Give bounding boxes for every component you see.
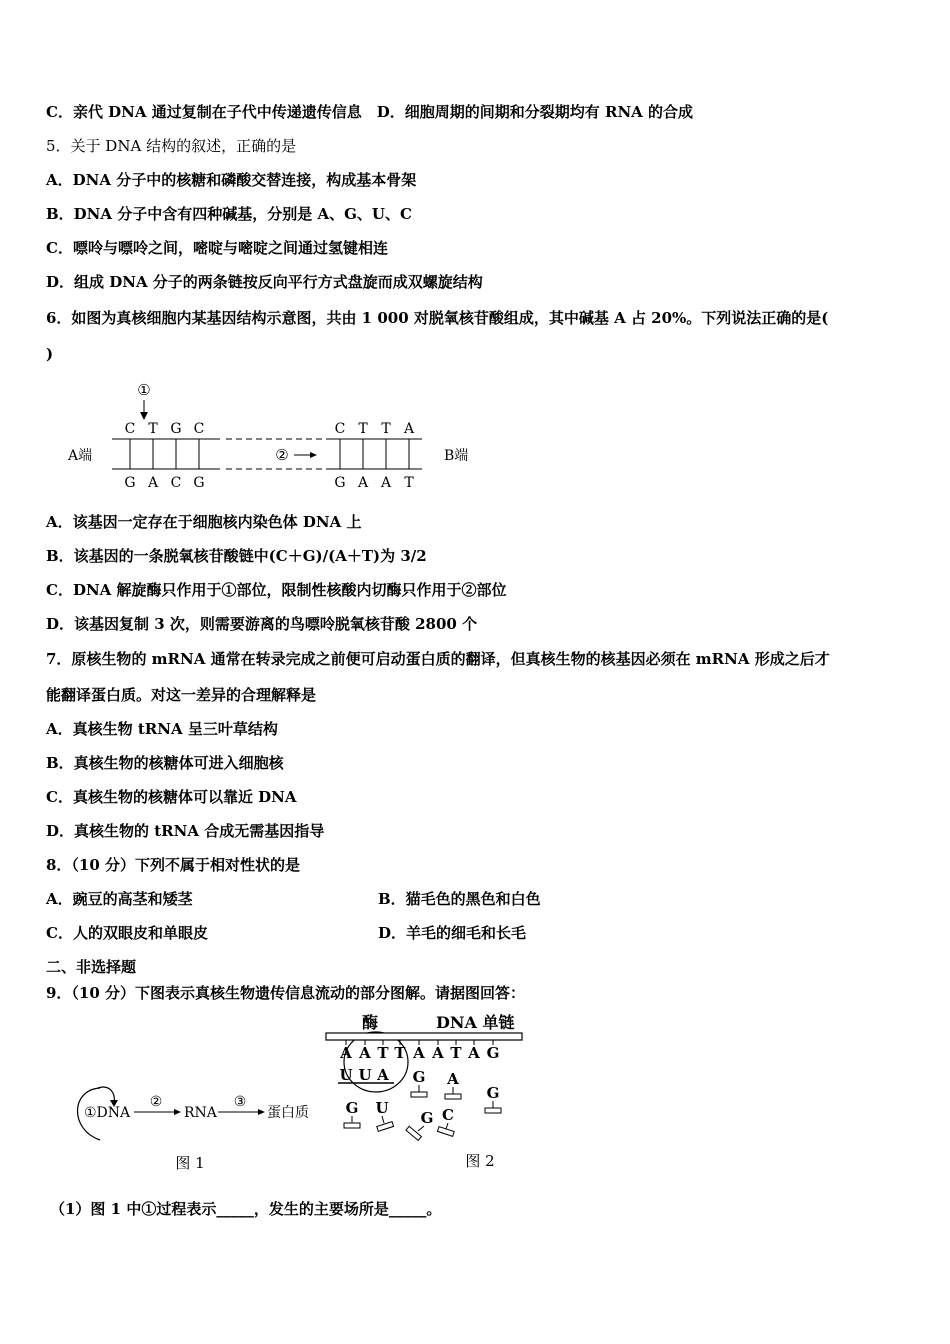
q8-option-d: D．羊毛的细毛和长毛 [378, 924, 527, 942]
figure-1-central-dogma [70, 1074, 330, 1178]
q5-stem [46, 136, 296, 156]
q8-option-b: B．猫毛色的黑色和白色 [378, 890, 541, 908]
base: U [375, 1099, 389, 1117]
section-heading: 二、非选择题 [46, 958, 137, 976]
base: C [334, 421, 346, 437]
base: C [193, 421, 205, 437]
figure-2-caption: 图 2 [465, 1152, 495, 1170]
q9-stem: 9．（10 分）下图表示真核生物遗传信息流动的部分图解。请据图回答： [46, 984, 526, 1002]
base: A [357, 475, 369, 491]
q7-option-c: C．真核生物的核糖体可以靠近 DNA [46, 788, 297, 806]
base: G [486, 1084, 500, 1102]
q7-option-a: A．真核生物 tRNA 呈三叶草结构 [46, 720, 278, 738]
q5-option-c: C．嘌呤与嘌呤之间，嘧啶与嘧啶之间通过氢键相连 [46, 239, 388, 257]
base: A [147, 475, 159, 491]
enzyme-label: 酶 [362, 1013, 379, 1032]
base: G [420, 1109, 434, 1127]
base: C [124, 421, 136, 437]
base: T [404, 475, 414, 491]
gene-structure-figure [60, 376, 500, 494]
base: G [170, 421, 182, 437]
q8-option-c: C．人的双眼皮和单眼皮 [46, 924, 208, 942]
base: G [124, 475, 136, 491]
base: G [193, 475, 205, 491]
bottom-right-bases [334, 475, 414, 491]
q5-stem-text: 5．关于 DNA 结构的叙述，正确的是 [46, 137, 297, 155]
base: T [450, 1044, 462, 1062]
step-2-label: ② [149, 1094, 163, 1110]
q4-options-cd: C．亲代 DNA 通过复制在子代中传递遗传信息 D．细胞周期的间期和分裂期均有 RNA 的合成 [46, 103, 694, 121]
q6-stem-line1: 6．如图为真核细胞内某基因结构示意图，共由 1 000 对脱氧核苷酸组成，其中碱基 A 占 20%。下列说法正确的是( [46, 309, 829, 327]
q9-subquestion-1: （1）图 1 中①过程表示_____，发生的主要场所是_____。 [50, 1200, 442, 1218]
q6-stem-line2: ) [46, 345, 54, 363]
q7-option-b: B．真核生物的核糖体可进入细胞核 [46, 754, 284, 772]
base: A [380, 475, 392, 491]
base: C [442, 1106, 454, 1124]
q8-option-a: A．豌豆的高茎和矮茎 [46, 890, 193, 908]
rna-label: RNA [184, 1105, 217, 1121]
bottom-left-bases [124, 475, 204, 491]
marker-1: ① [137, 381, 151, 399]
figure-1-caption: 图 1 [175, 1154, 205, 1172]
q8-stem: 8．（10 分）下列不属于相对性状的是 [46, 856, 301, 874]
base: G [486, 1044, 500, 1062]
q5-option-a: A．DNA 分子中的核糖和磷酸交替连接，构成基本骨架 [46, 171, 417, 189]
top-left-bases [125, 421, 205, 437]
base: A [447, 1070, 459, 1088]
base: A [377, 1066, 389, 1084]
protein-label: 蛋白质 [267, 1105, 309, 1121]
base: T [148, 421, 158, 437]
base: A [340, 1044, 352, 1062]
base: T [394, 1044, 406, 1062]
base: C [170, 475, 182, 491]
base: T [377, 1044, 389, 1062]
q6-option-d: D．该基因复制 3 次，则需要游离的鸟嘌呤脱氧核苷酸 2800 个 [46, 615, 478, 633]
base: A [432, 1044, 444, 1062]
base: A [468, 1044, 480, 1062]
q7-stem-line2: 能翻译蛋白质。对这一差异的合理解释是 [46, 686, 317, 704]
q5-option-b: B．DNA 分子中含有四种碱基，分别是 A、G、U、C [46, 205, 412, 223]
top-right-bases [335, 421, 415, 437]
q7-stem-line1: 7．原核生物的 mRNA 通常在转录完成之前便可启动蛋白质的翻译，但真核生物的核基因必须在 mRNA 形成之后才 [46, 650, 830, 668]
base: T [358, 421, 368, 437]
q5-option-d: D．组成 DNA 分子的两条链按反向平行方式盘旋而成双螺旋结构 [46, 273, 483, 291]
base: U [358, 1066, 372, 1084]
figure-2-transcription [320, 1010, 540, 1178]
end-a-label: A端 [68, 448, 93, 464]
paired-rna-bases [339, 1066, 389, 1084]
base: G [412, 1068, 426, 1086]
base: A [403, 421, 415, 437]
base: T [381, 421, 391, 437]
q6-option-b: B．该基因的一条脱氧核苷酸链中(C＋G)/(A＋T)为 3/2 [46, 547, 427, 565]
q6-option-c: C．DNA 解旋酶只作用于①部位，限制性核酸内切酶只作用于②部位 [46, 581, 507, 599]
q7-option-d: D．真核生物的 tRNA 合成无需基因指导 [46, 822, 325, 840]
template-bases [339, 1044, 499, 1062]
base: G [345, 1099, 359, 1117]
marker-2: ② [275, 446, 289, 464]
base: U [339, 1066, 353, 1084]
dna-label: ①DNA [84, 1105, 131, 1121]
dna-strand-label: DNA 单链 [436, 1013, 515, 1032]
end-b-label: B端 [444, 448, 469, 464]
base: A [359, 1044, 371, 1062]
base: G [334, 475, 346, 491]
q6-option-a: A．该基因一定存在于细胞核内染色体 DNA 上 [46, 513, 362, 531]
step-3-label: ③ [233, 1094, 247, 1110]
base: A [413, 1044, 425, 1062]
